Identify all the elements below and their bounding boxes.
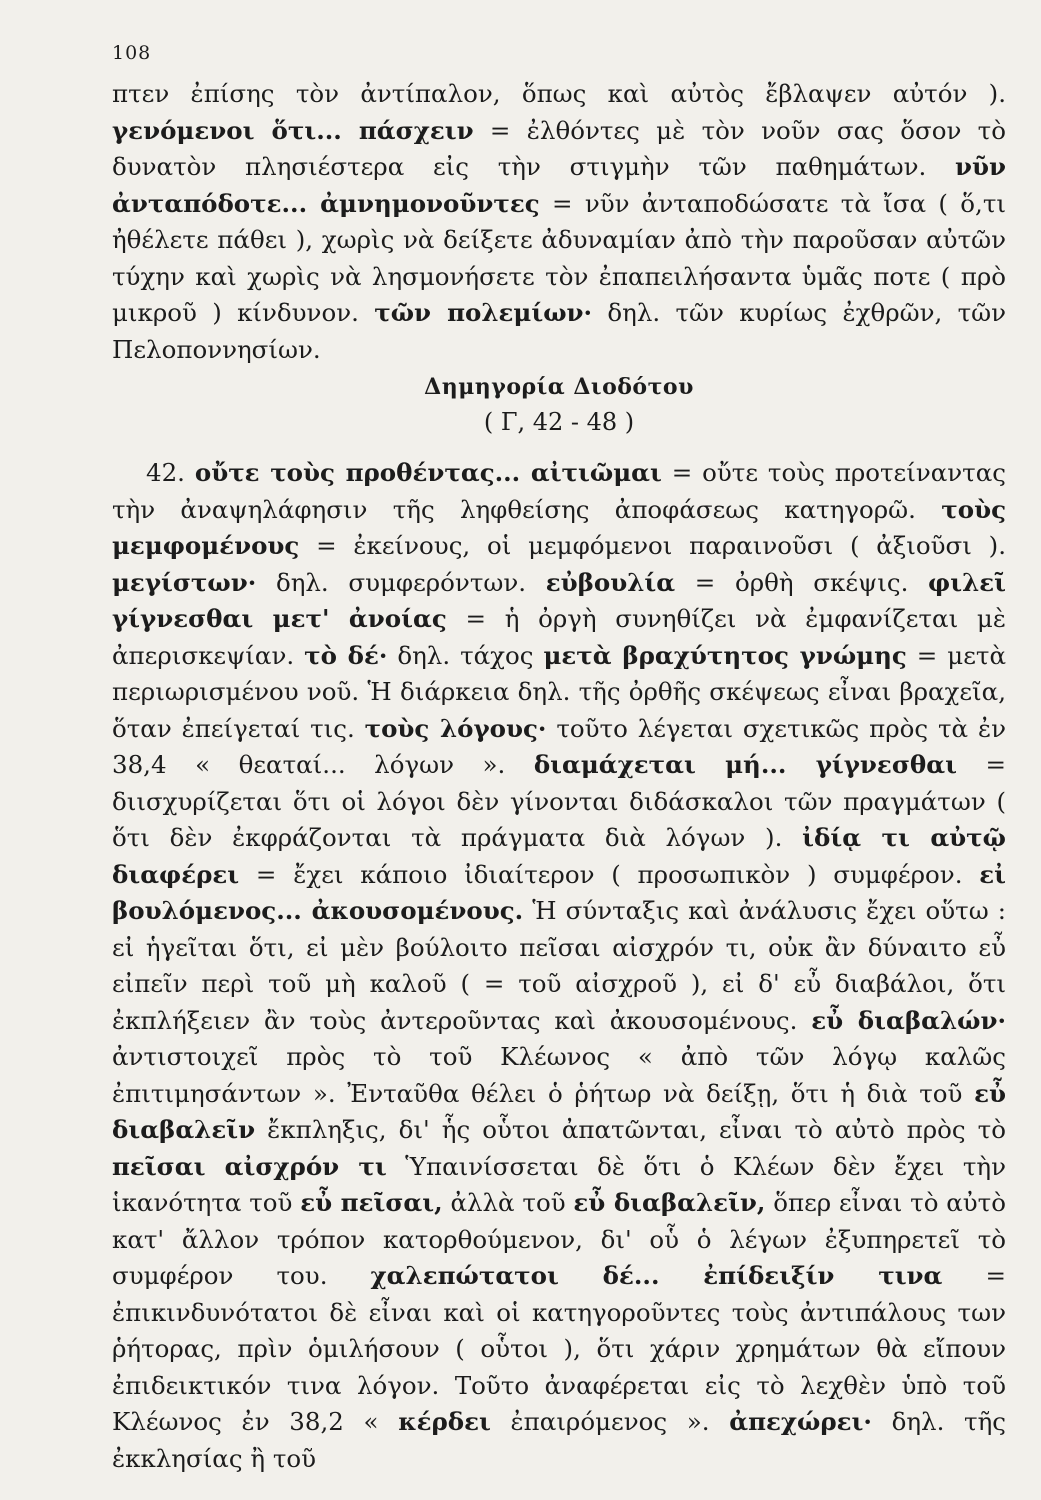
- lemma: τὸ δέ·: [304, 640, 388, 670]
- lemma: χαλεπώτατοι δέ... ἐπίδειξίν τινα: [370, 1261, 943, 1290]
- gloss-text: 42.: [146, 458, 195, 487]
- lemma: μεγίστων·: [112, 567, 257, 597]
- lemma: πεῖσαι αἰσχρόν τι: [112, 1151, 387, 1181]
- gloss-text: δηλ. τῆς ἐκκλησίας ἢ τοῦ: [112, 1407, 1006, 1473]
- gloss-entry: [112, 116, 1006, 182]
- lemma: νῦν ἀνταπόδοτε... ἀμνημονοῦντες: [112, 152, 1006, 218]
- lemma: φιλεῖ γίγνεσθαι μετ' ἀνοίας: [112, 567, 1006, 633]
- gloss-entry: [300, 1188, 573, 1217]
- lemma: εἰ βουλόμενος... ἀκουσομένους.: [112, 859, 1006, 925]
- gloss-text: Ὑπαινίσσεται δὲ ὅτι ὁ Κλέων δὲν ἔχει τὴν ἱκανότητα τοῦ: [112, 1151, 1006, 1217]
- section-reference: ( Γ, 42 - 48 ): [483, 408, 635, 436]
- gloss-text: = διισχυρίζεται ὅτι οἱ λόγοι δὲν γίνονται διδάσκαλοι τῶν πραγμάτων ( ὅτι δὲν ἐκφράζονται τὰ πράγματα διὰ λόγων ).: [112, 750, 1006, 852]
- gloss-text: πτεν ἐπίσης τὸν ἀντίπαλον, ὅπως καὶ αὐτὸς ἔβλαψεν αὐτόν ).: [112, 79, 1006, 108]
- lemma: τῶν πολεμίων·: [374, 298, 593, 327]
- lemma: τοὺς λόγους·: [364, 713, 547, 743]
- gloss-text: = ἐπικινδυνότατοι δὲ εἶναι καὶ οἱ κατηγοροῦντες τοὺς ἀντιπάλους των ῥήτορας, πρὶν ὁμιλήσουν ( οὗτοι ), ὅτι χάριν χρημάτων θὰ εἴπουν ἐπιδεικτικόν τινα λόγον. Τοῦτο ἀναφέρεται εἰς τὸ λεχθὲν ὑπὸ τοῦ Κλέωνος ἐν 38,2 «: [112, 1261, 1007, 1436]
- gloss-text: ἀλλὰ τοῦ: [442, 1188, 574, 1217]
- lemma: γενόμενοι ὅτι... πάσχειν: [112, 115, 474, 145]
- commentary-paragraph-42: [112, 455, 1006, 1477]
- page-number: 108: [112, 42, 152, 64]
- gloss-text: δηλ. τάχος: [387, 640, 544, 670]
- section-heading: Δημηγορία Διοδότου: [424, 374, 694, 400]
- commentary-paragraph-continued: [112, 76, 1006, 368]
- gloss-text: = μετὰ περιωρισμένου νοῦ. Ἡ διάρκεια δηλ. τῆς ὀρθῆς σκέψεως εἶναι βραχεῖα, ὅταν ἐπείγεταί τις.: [112, 640, 1006, 743]
- lemma: ἰδίᾳ τι αὐτῷ διαφέρει: [112, 823, 1006, 889]
- lemma: εὐβουλία: [545, 567, 676, 597]
- gloss-entry: [546, 568, 928, 597]
- lemma: κέρδει: [398, 1407, 491, 1436]
- lemma: εὖ πεῖσαι,: [300, 1188, 443, 1217]
- gloss-entry: [304, 641, 543, 670]
- gloss-text: ἔκπληξις, δι' ἧς οὗτοι ἀπατῶνται, εἶναι τὸ αὐτὸ πρὸς τὸ: [255, 1115, 1006, 1144]
- gloss-text: = ὀρθὴ σκέψις.: [675, 567, 929, 597]
- gloss-entry: [398, 1407, 729, 1436]
- lemma: ἀπεχώρει·: [729, 1407, 872, 1436]
- lemma: εὖ διαβαλεῖν: [112, 1078, 1006, 1144]
- gloss-text: Ἡ σύνταξις καὶ ἀνάλυσις ἔχει οὕτω : εἰ ἡγεῖται ὅτι, εἰ μὲν βούλοιτο πεῖσαι αἰσχρόν τι, οὐκ ἂν δύναιτο εὖ εἰπεῖν περὶ τοῦ μὴ καλοῦ ( = τοῦ αἰσχροῦ ), εἰ δ' εὖ διαβάλοι, ὅτι ἐκπλήξειεν ἂν τοὺς ἀντεροῦντας καὶ ἀκουσομένους.: [112, 896, 1006, 1035]
- gloss-text: = ἐλθόντες μὲ τὸν νοῦν σας ὅσον τὸ δυνατὸν πλησιέστερα εἰς τὴν στιγμὴν τῶν παθημάτων.: [112, 115, 1006, 181]
- gloss-text: = νῦν ἀνταποδώσατε τὰ ἴσα ( ὅ,τι ἠθέλετε πάθει ), χωρὶς νὰ δείξετε ἀδυναμίαν ἀπὸ τὴν παροῦσαν αὐτῶν τύχην καὶ χωρὶς νὰ λησμονήσετε τὸν ἐπαπειλήσαντα ὑμᾶς ποτε ( πρὸ μικροῦ ) κίνδυνον.: [112, 188, 1006, 327]
- gloss-text: δηλ. τῶν κυρίως ἐχθρῶν, τῶν Πελοποννησίων.: [112, 298, 1006, 364]
- gloss-text: δηλ. συμφερόντων.: [256, 567, 546, 597]
- gloss-entry: [112, 458, 1006, 524]
- gloss-text: = ἔχει κάποιο ἰδιαίτερον ( προσωπικὸν ) συμφέρον.: [239, 859, 980, 889]
- lemma: εὖ διαβαλεῖν,: [573, 1188, 766, 1217]
- lemma: διαμάχεται μή... γίγνεσθαι: [533, 750, 957, 779]
- gloss-text: = ἡ ὀργὴ συνηθίζει νὰ ἐμφανίζεται μὲ ἀπερισκεψίαν.: [112, 604, 1006, 670]
- gloss-text: ἐπαιρόμενος ».: [490, 1407, 730, 1436]
- gloss-text: ὅπερ εἶναι τὸ αὐτὸ κατ' ἄλλον τρόπον κατορθούμενον, δι' οὗ ὁ λέγων ἐξυπηρετεῖ τὸ συμφέρον του.: [112, 1188, 1006, 1290]
- gloss-entry: [146, 458, 195, 487]
- gloss-text: ἀντιστοιχεῖ πρὸς τὸ τοῦ Κλέωνος « ἀπὸ τῶν λόγῳ καλῶς ἐπιτιμησάντων ». Ἐνταῦθα θέλει ὁ ῥήτωρ νὰ δείξῃ, ὅτι ἡ διὰ τοῦ: [112, 1042, 1006, 1108]
- gloss-entry: [112, 568, 546, 597]
- lemma: εὖ διαβαλών·: [811, 1005, 1006, 1035]
- lemma: οὔτε τοὺς προθέντας... αἰτιῶμαι: [194, 458, 662, 487]
- gloss-text: = οὔτε τοὺς προτείναντας τὴν ἀναψηλάφησιν τῆς ληφθείσης ἀποφάσεως κατηγορῶ.: [112, 458, 1006, 524]
- lemma: μετὰ βραχύτητος γνώμης: [543, 640, 907, 670]
- gloss-text: = ἐκείνους, οἱ μεμφόμενοι παραινοῦσι ( ἀξιοῦσι ).: [299, 531, 1006, 560]
- lemma: τοὺς μεμφομένους: [112, 494, 1006, 560]
- gloss-text: τοῦτο λέγεται σχετικῶς πρὸς τὰ ἐν 38,4 « θεαταί... λόγων ».: [112, 713, 1006, 779]
- gloss-entry: [112, 79, 1006, 108]
